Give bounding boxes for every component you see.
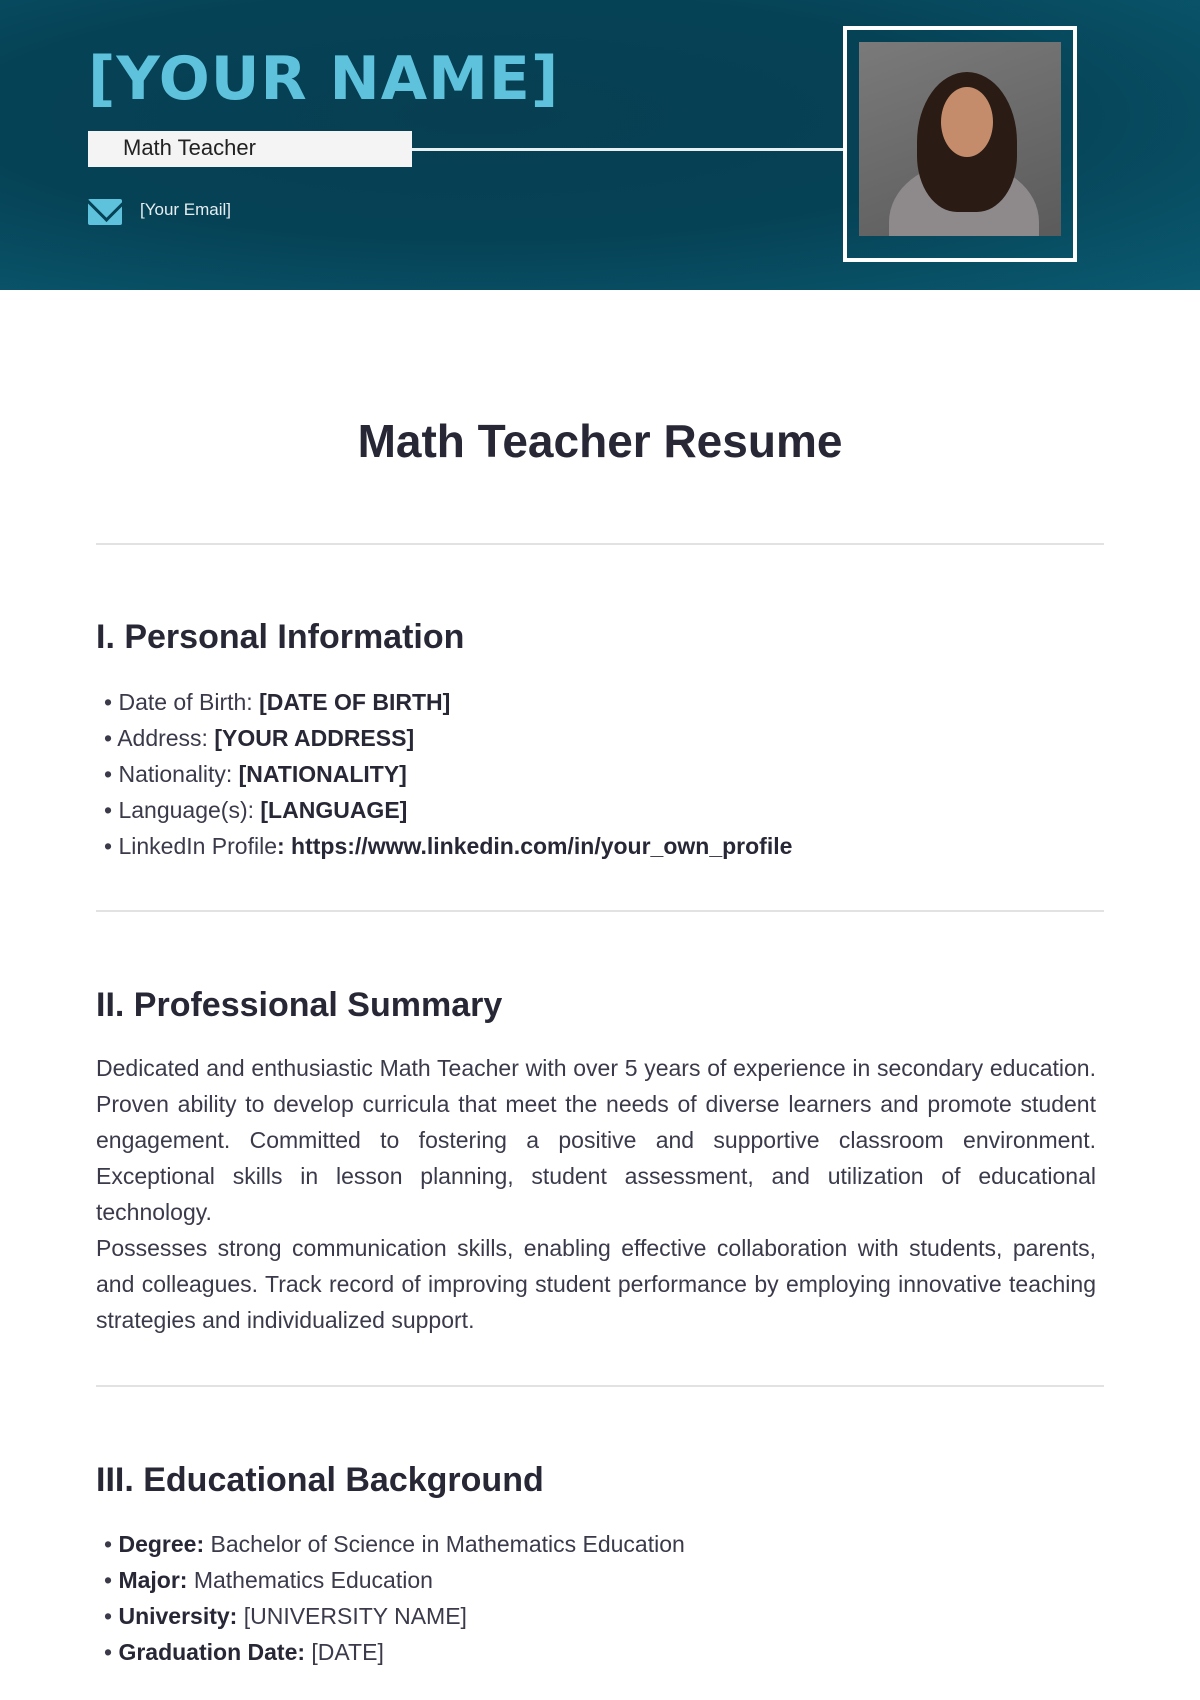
section-heading-education: III. Educational Background: [96, 1461, 544, 1499]
item-label: Language(s):: [118, 797, 261, 823]
section-heading-summary: II. Professional Summary: [96, 986, 503, 1024]
list-item: [104, 1562, 685, 1598]
item-label: Date of Birth:: [118, 689, 260, 715]
item-value: Mathematics Education: [187, 1567, 433, 1593]
list-item: [104, 828, 792, 864]
item-value: [DATE OF BIRTH]: [259, 689, 451, 715]
item-label: Nationality:: [118, 761, 239, 787]
profile-photo: [859, 42, 1061, 236]
item-label: LinkedIn Profile: [118, 833, 277, 859]
item-label: Graduation Date:: [118, 1639, 306, 1665]
item-label: Degree:: [118, 1531, 205, 1557]
list-item: [104, 1634, 685, 1670]
item-label: University:: [118, 1603, 238, 1629]
divider: [96, 1385, 1104, 1387]
list-item: [104, 792, 792, 828]
item-value: [UNIVERSITY NAME]: [237, 1603, 467, 1629]
divider: [96, 543, 1104, 545]
resume-header: [0, 0, 1200, 290]
divider: [96, 910, 1104, 912]
summary-paragraph: Dedicated and enthusiastic Math Teacher with over 5 years of experience in secondary education. Proven ability to develop curricula that meet the needs of diverse learners and promote student engagement. Committed to fostering a positive and supportive classroom environment. Exceptional skills in lesson planning, student assessment, and utilization of educational technology.: [96, 1055, 1096, 1225]
envelope-icon: [88, 199, 122, 225]
summary-paragraph: Possesses strong communication skills, enabling effective collaboration with students, parents, and colleagues. Track record of improving student performance by employing innovative teaching strategies and individualized support.: [96, 1235, 1096, 1333]
list-item: [104, 720, 792, 756]
item-value: [NATIONALITY]: [238, 761, 407, 787]
item-value: Bachelor of Science in Mathematics Education: [204, 1531, 685, 1557]
list-item: [104, 684, 792, 720]
item-value: [LANGUAGE]: [260, 797, 408, 823]
document-title: Math Teacher Resume: [357, 415, 843, 467]
list-item: [104, 756, 792, 792]
candidate-name: [YOUR NAME]: [88, 44, 560, 114]
email-text: [Your Email]: [140, 200, 232, 219]
item-label: Major:: [118, 1567, 188, 1593]
linkedin-link[interactable]: : https://www.linkedin.com/in/your_own_profile: [277, 833, 793, 859]
personal-info-list: [104, 684, 792, 864]
item-label: Address:: [117, 725, 215, 751]
job-role: Math Teacher: [88, 131, 412, 167]
item-value: [DATE]: [305, 1639, 384, 1665]
list-item: [104, 1598, 685, 1634]
item-value: [YOUR ADDRESS]: [214, 725, 415, 751]
profile-photo-frame: [843, 26, 1077, 262]
list-item: [104, 1526, 685, 1562]
section-heading-personal: I. Personal Information: [96, 618, 465, 656]
education-list: [104, 1526, 685, 1670]
connector-line: [412, 148, 844, 151]
